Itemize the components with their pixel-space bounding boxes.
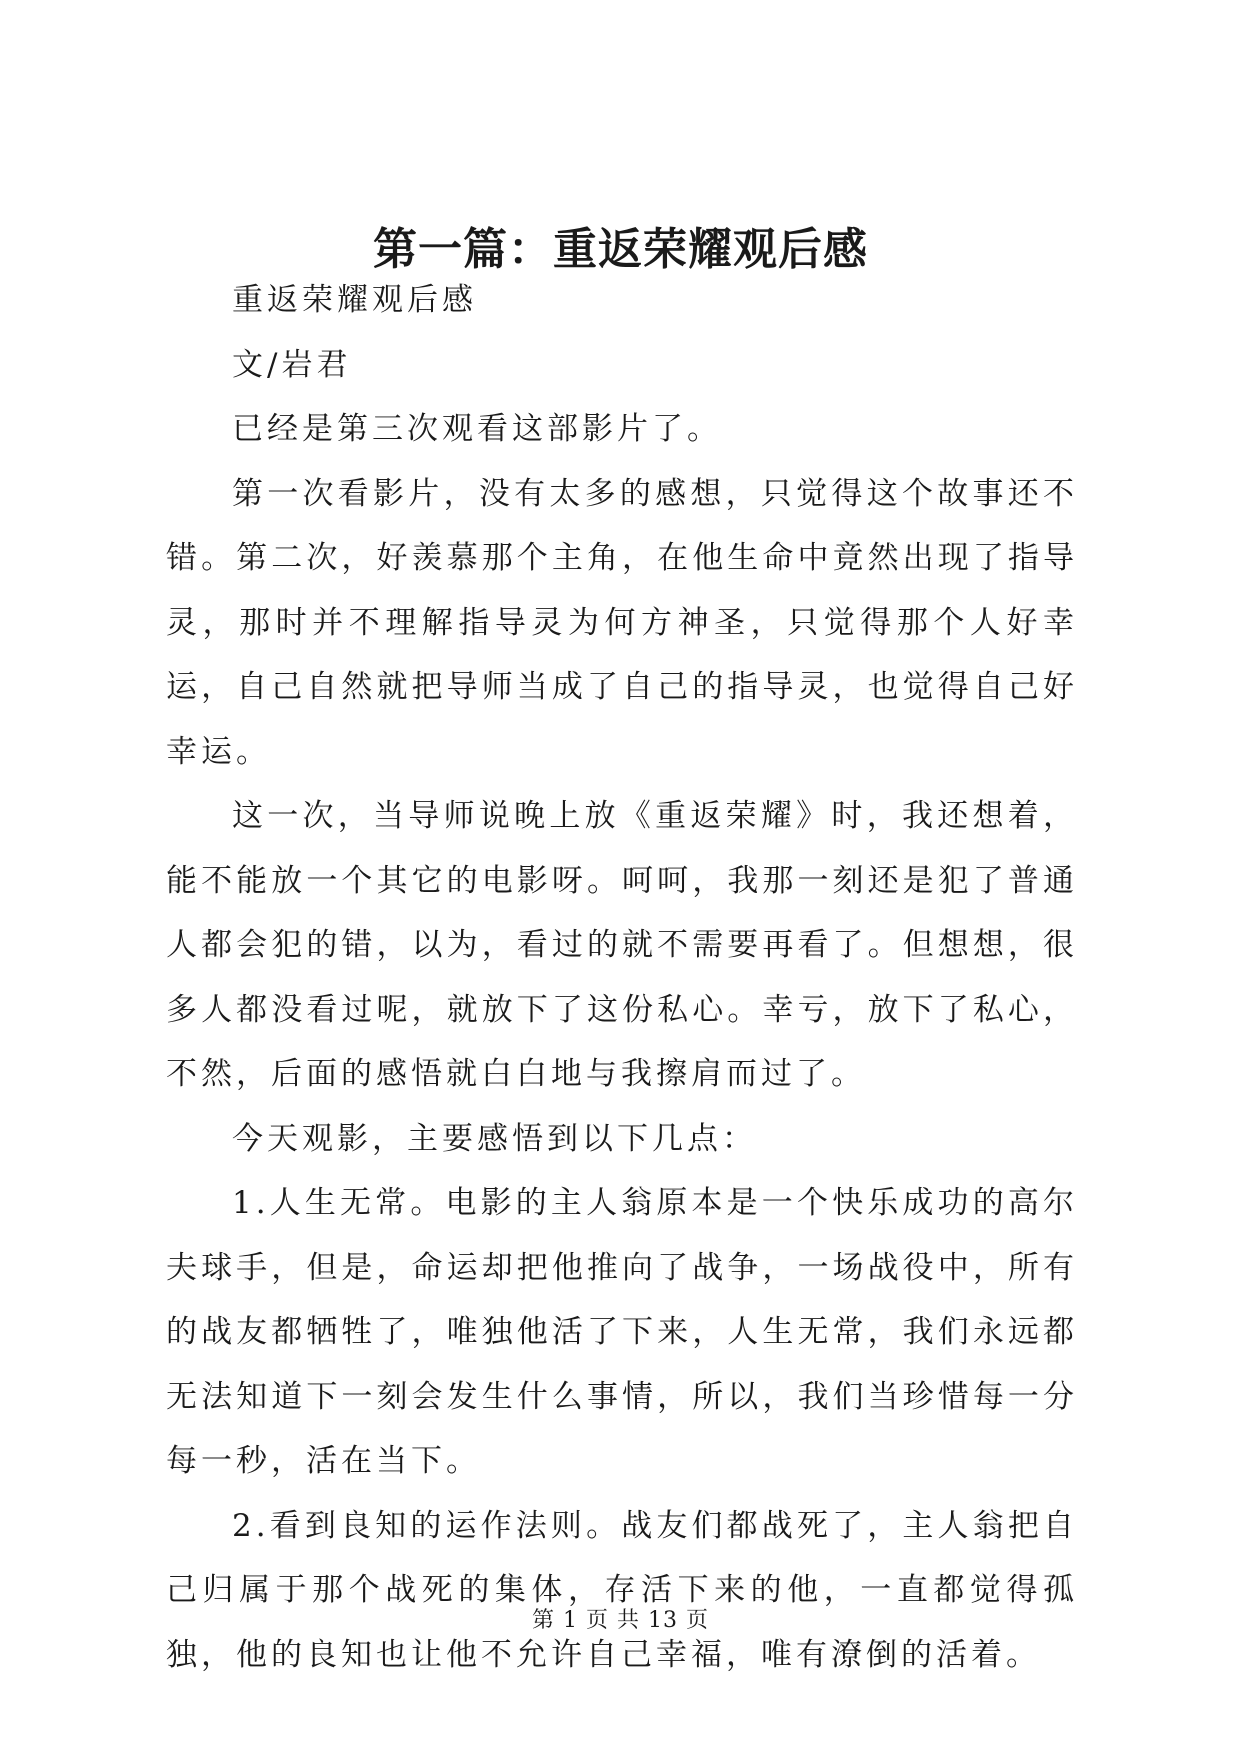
document-body: [166, 268, 1078, 1687]
document-title: 第一篇：重返荣耀观后感: [373, 224, 868, 275]
paragraph: 今天观影，主要感悟到以下几点：: [232, 1120, 757, 1157]
paragraph-subtitle: 重返荣耀观后感: [232, 282, 477, 318]
page-footer: 第 1 页 共 13 页: [532, 1608, 709, 1633]
paragraph: 第一次看影片，没有太多的感想，只觉得这个故事还不错。第二次，好羡慕那个主角，在他生命中竟然出现了指导灵，那时并不理解指导灵为何方神圣，只觉得那个人好幸运，自己自然就把导师当成了自己的指导灵，也觉得自己好幸运。: [166, 475, 1078, 770]
paragraph: 已经是第三次观看这部影片了。: [232, 411, 722, 447]
paragraph: 2.看到良知的运作法则。战友们都战死了，主人翁把自己归属于那个战死的集体，存活下来的他，一直都觉得孤独，他的良知也让他不允许自己幸福，唯有潦倒的活着。: [166, 1507, 1078, 1673]
paragraph-author: 文/岩君: [232, 346, 352, 383]
paragraph: 这一次，当导师说晚上放《重返荣耀》时，我还想着，能不能放一个其它的电影呀。呵呵，我那一刻还是犯了普通人都会犯的错，以为，看过的就不需要再看了。但想想，很多人都没看过呢，就放下了这份私心。幸亏，放下了私心，不然，后面的感悟就白白地与我擦肩而过了。: [166, 798, 1078, 1092]
paragraph: 1.人生无常。电影的主人翁原本是一个快乐成功的高尔夫球手，但是，命运却把他推向了战争，一场战役中，所有的战友都牺牲了，唯独他活了下来，人生无常，我们永远都无法知道下一刻会发生什么事情，所以，我们当珍惜每一分每一秒，活在当下。: [166, 1185, 1078, 1479]
